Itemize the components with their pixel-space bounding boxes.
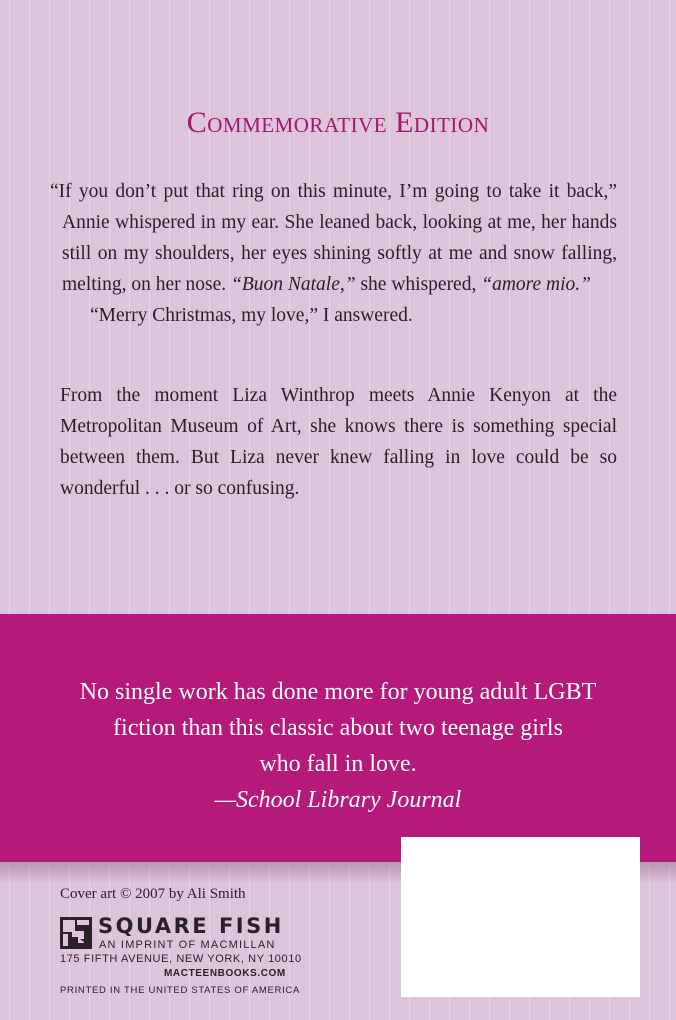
excerpt-italic-amore-mio: “amore mio.” (481, 274, 592, 295)
publisher-name: SQUARE FISH (98, 914, 284, 938)
square-fish-logo-icon (60, 917, 92, 949)
excerpt-paragraph-1 (50, 176, 617, 300)
book-excerpt (50, 176, 617, 331)
printed-in-usa: PRINTED IN THE UNITED STATES OF AMERICA (60, 985, 301, 996)
review-line-3: who fall in love. (259, 751, 417, 777)
book-blurb: From the moment Liza Winthrop meets Annie Kenyon at the Metropolitan Museum of Art, she knows there is something special between them. But Liza never knew falling in love could be so wonderful . . . or so confusing. (60, 385, 617, 499)
publisher-address: 175 FIFTH AVENUE, NEW YORK, NY 10010 (60, 953, 302, 965)
review-source: —School Library Journal (214, 787, 462, 813)
excerpt-text-b: she whispered, (355, 274, 482, 295)
barcode-area (401, 837, 640, 997)
excerpt-text-a: “If you don’t put that ring on this minute, I’m going to take it back,” Annie whispered in my ear. She leaned back, looking at me, her hands still on my shoulders, her eyes shining softly at me and snow falling, melting, on her nose. (50, 181, 617, 295)
review-line-1: No single work has done more for young adult LGBT (79, 679, 597, 705)
excerpt-paragraph-2: “Merry Christmas, my love,” I answered. (90, 305, 413, 326)
publisher-imprint: AN IMPRINT OF MACMILLAN (99, 939, 276, 951)
publisher-website: MACTEENBOOKS.COM (164, 968, 286, 979)
edition-heading: Commemorative Edition (186, 106, 490, 139)
review-quote (30, 674, 646, 818)
cover-art-credit: Cover art © 2007 by Ali Smith (60, 886, 246, 902)
review-line-2: fiction than this classic about two teenage girls (113, 715, 563, 741)
excerpt-italic-buon-natale: “Buon Natale,” (230, 274, 356, 295)
